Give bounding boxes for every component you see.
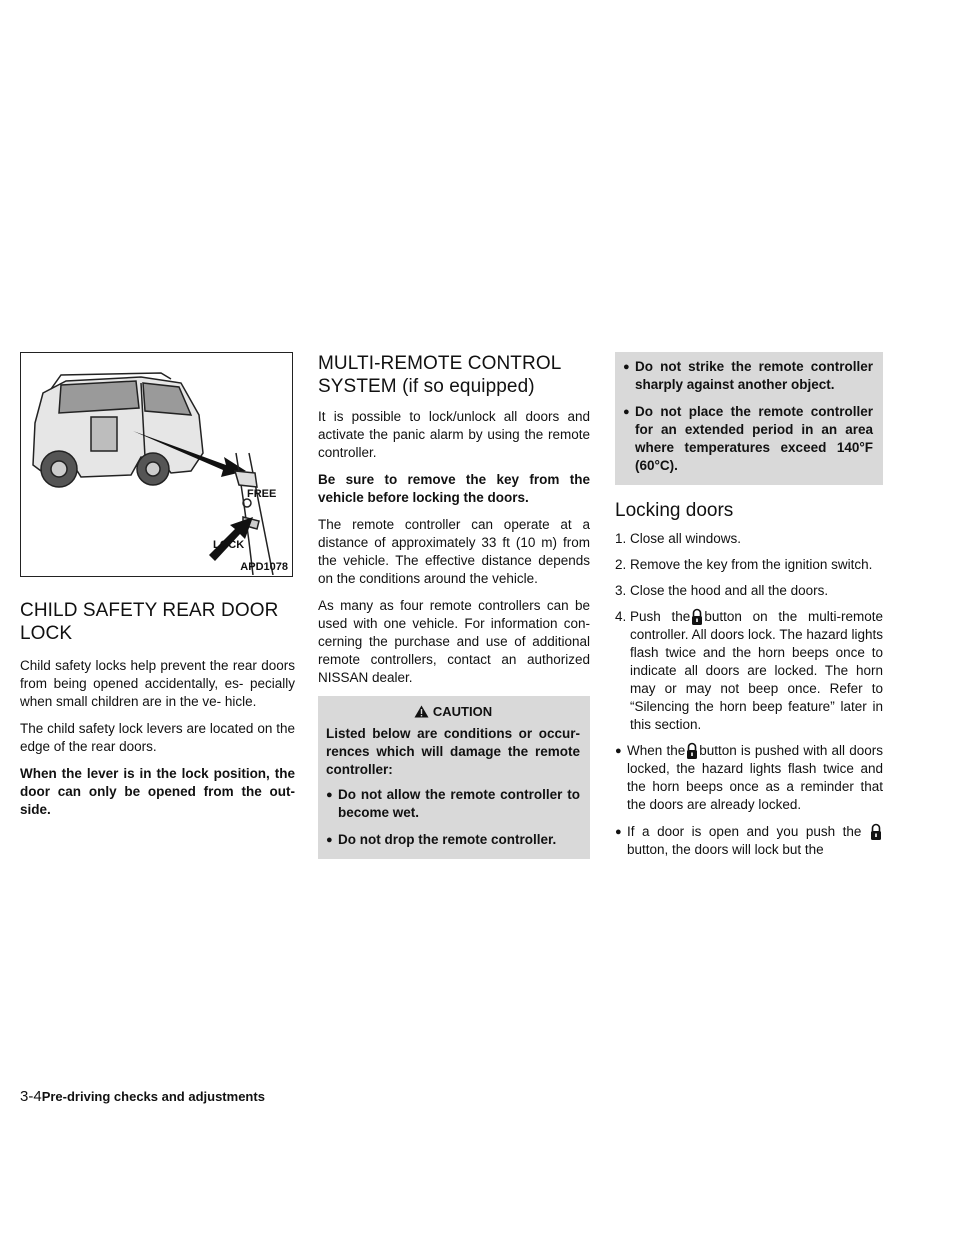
caution-item: ● Do not allow the remote controller to become wet.	[326, 787, 580, 820]
lock-label: LOCK	[213, 539, 245, 551]
bullet-icon: ●	[623, 406, 630, 418]
bullet-icon: ●	[326, 789, 333, 801]
column-left	[20, 352, 295, 828]
page-footer	[20, 1088, 265, 1105]
child-lock-paragraph-3: When the lever is in the lock position, the door can only be opened from the out- side.	[20, 766, 295, 817]
remote-heading: MULTI-REMOTE CONTROL SYSTEM (if so equipped)	[318, 353, 561, 397]
page-number: 3-4	[20, 1088, 42, 1105]
remote-paragraph-3: The remote controller can operate at a distance of approximately 33 ft (10 m) from the vehicle. The effective distance depends on the conditions around the vehicle.	[318, 517, 590, 586]
lock-icon	[685, 742, 699, 760]
locking-note: ● If a door is open and you push the button, the doors will lock but the	[615, 823, 883, 859]
locking-step: 3. Close the hood and all the doors.	[615, 583, 829, 598]
bullet-icon: ●	[326, 834, 333, 846]
caution-box-continued	[615, 352, 883, 485]
remote-paragraph-4: As many as four remote controllers can be used with one vehicle. For information con- cerning the purchase and use of additional remote controllers, contact an authorized NISSAN dealer.	[318, 598, 590, 685]
column-right	[615, 352, 883, 868]
caution-item: ● Do not place the remote controller for an extended period in an area where temperatures exceed 140°F (60°C).	[623, 404, 873, 473]
locking-step: 1. Close all windows.	[615, 531, 742, 546]
locking-note: ● When the button is pushed with all doors locked, the hazard lights flash twice and the horn beeps once as a reminder that the doors are already locked.	[615, 743, 883, 812]
bullet-icon: ●	[623, 361, 630, 373]
caution-item: ● Do not strike the remote controller sharply against another object.	[623, 359, 873, 392]
remote-paragraph-1: It is possible to lock/unlock all doors and activate the panic alarm by using the remote controller.	[318, 409, 590, 460]
child-lock-heading: CHILD SAFETY REAR DOOR LOCK	[20, 600, 279, 644]
caution-title: CAUTION	[432, 704, 493, 719]
caution-box	[318, 696, 590, 859]
bullet-icon: ●	[615, 826, 622, 838]
caution-intro: Listed below are conditions or occur- rences which will damage the remote controller:	[326, 726, 580, 777]
locking-step: 4. Push the button on the multi-remote controller. All doors lock. The hazard lights flash twice and the horn beeps once to indicate all doors are locked. The horn may or may not beep once. Refer to “Silencing the horn beep feature” later in this section.	[615, 609, 883, 732]
child-lock-paragraph-2: The child safety lock levers are located on the edge of the rear doors.	[20, 721, 295, 754]
vehicle-door-illustration	[21, 353, 291, 575]
locking-heading: Locking doors	[615, 500, 734, 521]
section-title: Pre-driving checks and adjustments	[41, 1089, 265, 1104]
child-lock-figure	[20, 352, 293, 577]
child-lock-paragraph-1: Child safety locks help prevent the rear doors from being opened accidentally, es- pecially when small children are in the ve- hicle.	[20, 658, 295, 709]
caution-item: ● Do not drop the remote controller.	[326, 832, 557, 847]
locking-step: 2. Remove the key from the ignition switch.	[615, 557, 873, 572]
free-label: FREE	[247, 488, 277, 500]
caution-header	[326, 704, 580, 719]
lock-icon	[690, 608, 704, 626]
lock-icon	[869, 823, 883, 841]
column-middle	[318, 352, 590, 859]
warning-triangle-icon	[414, 705, 429, 718]
bullet-icon: ●	[615, 745, 622, 757]
remote-paragraph-2: Be sure to remove the key from the vehicle before locking the doors.	[318, 472, 590, 505]
figure-code: APD1078	[240, 561, 288, 573]
